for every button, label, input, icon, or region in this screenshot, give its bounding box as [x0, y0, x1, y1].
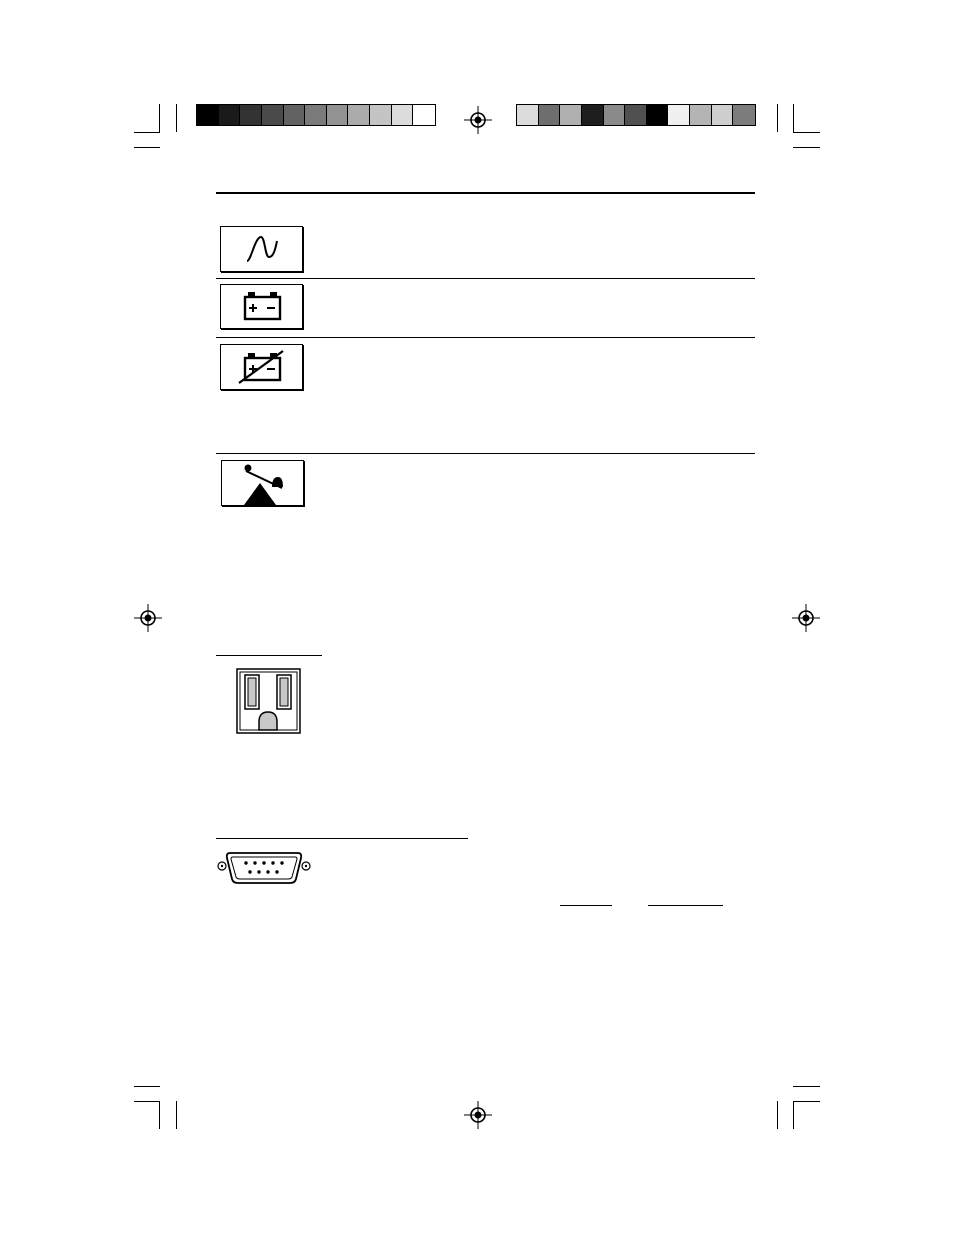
grayscale-swatch: [240, 105, 262, 125]
grayscale-swatch: [517, 105, 539, 125]
grayscale-swatch: [262, 105, 284, 125]
grayscale-bar-left: [196, 104, 436, 126]
outlet-illustration: [236, 668, 302, 736]
registration-mark-bottom-icon: [464, 1101, 492, 1129]
registration-mark-top-icon: [464, 106, 492, 134]
grayscale-swatch: [690, 105, 712, 125]
grayscale-swatch: [625, 105, 647, 125]
grayscale-swatch: [305, 105, 327, 125]
grayscale-swatch: [219, 105, 241, 125]
battery-replace-indicator: [220, 344, 303, 390]
grayscale-swatch: [560, 105, 582, 125]
underline-2: [648, 905, 723, 906]
ac-outlet-icon: [236, 668, 302, 736]
ac-power-indicator: [220, 226, 303, 272]
grayscale-swatch: [348, 105, 370, 125]
sine-wave-icon: [221, 227, 302, 271]
db9-serial-port-icon: [216, 849, 312, 887]
grayscale-swatch: [539, 105, 561, 125]
grayscale-swatch: [392, 105, 414, 125]
grayscale-swatch: [284, 105, 306, 125]
underline-1: [560, 905, 612, 906]
outlet-section-rule: [216, 655, 322, 656]
row-divider-2: [216, 337, 755, 338]
battery-replace-icon: [221, 345, 302, 389]
grayscale-swatch: [668, 105, 690, 125]
grayscale-bar-right: [516, 104, 756, 126]
battery-indicator: [220, 284, 303, 329]
overload-balance-icon: [222, 461, 303, 505]
serial-section-rule: [216, 838, 468, 839]
serial-port-illustration: [216, 849, 312, 887]
grayscale-swatch: [712, 105, 734, 125]
grayscale-swatch: [327, 105, 349, 125]
battery-icon: [221, 285, 302, 328]
grayscale-swatch: [647, 105, 669, 125]
registration-mark-left-icon: [134, 604, 162, 632]
grayscale-swatch: [733, 105, 755, 125]
row-divider-3: [216, 453, 755, 454]
registration-mark-right-icon: [792, 604, 820, 632]
header-rule: [216, 192, 755, 194]
grayscale-swatch: [604, 105, 626, 125]
grayscale-swatch: [413, 105, 435, 125]
grayscale-swatch: [370, 105, 392, 125]
grayscale-swatch: [582, 105, 604, 125]
overload-indicator: [221, 460, 304, 506]
grayscale-swatch: [197, 105, 219, 125]
row-divider-1: [216, 278, 755, 279]
